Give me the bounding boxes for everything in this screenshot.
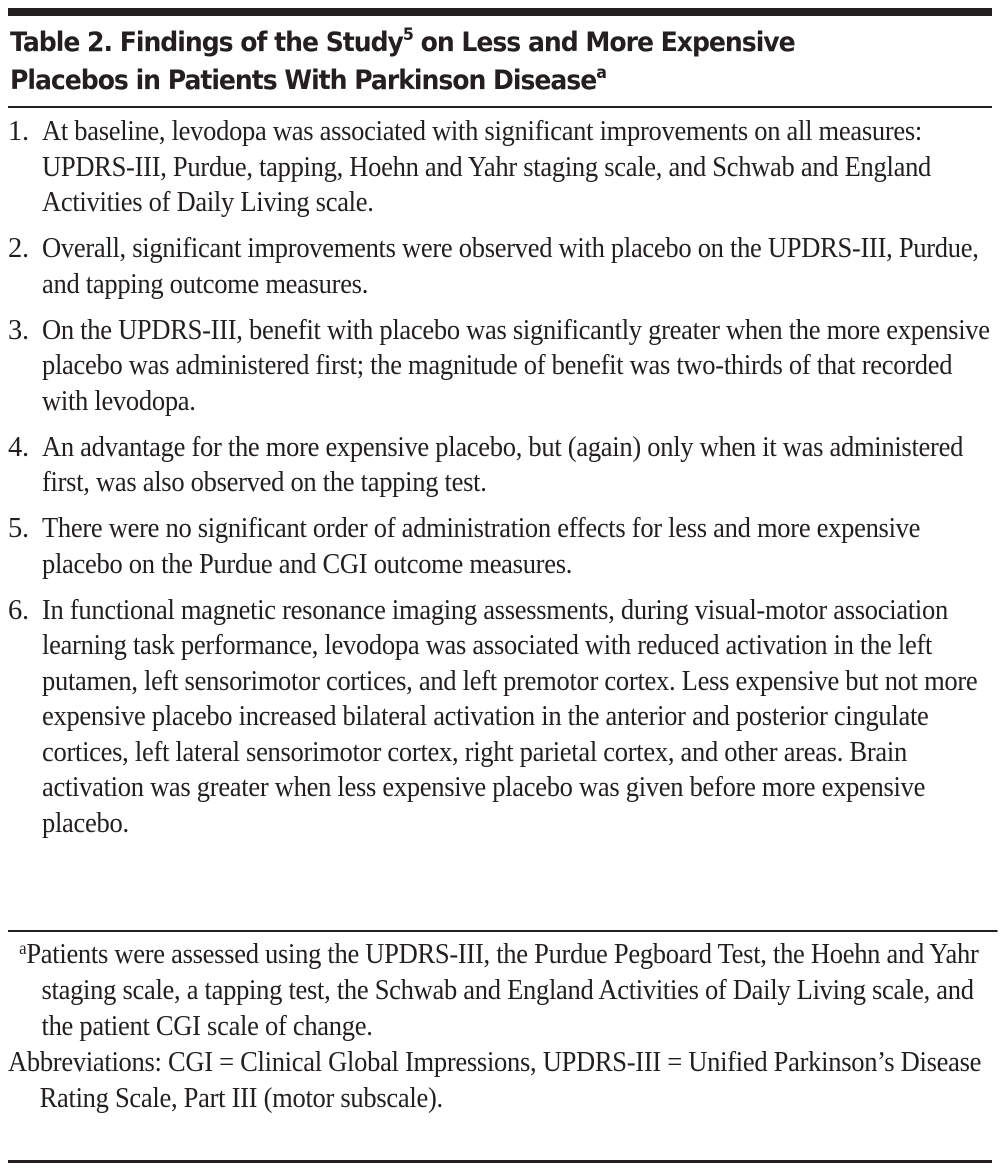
- footnote-a: [8, 937, 999, 1045]
- title-line-2: Placebos in Patients With Parkinson Disease: [10, 65, 597, 96]
- finding-number: 5.: [8, 513, 29, 544]
- table-title-line-2: [10, 62, 925, 100]
- footnote-rule: [8, 930, 998, 932]
- finding-item: [8, 430, 998, 501]
- finding-text: At baseline, levodopa was associated with significant improvements on all measures: UPDRS-III, Purdue, tapping, Hoehn and Yahr staging scale, and Schwab and England Activities of Daily Living scale.: [42, 116, 932, 218]
- top-rule: [8, 8, 992, 16]
- finding-item: [8, 593, 998, 842]
- findings-list: [8, 114, 998, 852]
- title-main: Table 2. Findings of the Study: [10, 27, 403, 58]
- finding-number: 1.: [8, 116, 29, 147]
- finding-text: There were no significant order of administration effects for less and more expensive placebo on the Purdue and CGI outcome measures.: [42, 513, 921, 580]
- footnote-a-text: Patients were assessed using the UPDRS-III, the Purdue Pegboard Test, the Hoehn and Yahr staging scale, a tapping test, the Schwab and England Activities of Daily Living scale, and the patient CGI scale of change.: [26, 939, 979, 1042]
- table-footnotes: [8, 937, 998, 1117]
- title-rest: on Less and More Expensive: [412, 27, 795, 58]
- table-title-line-1: [10, 24, 925, 62]
- finding-item: [8, 114, 998, 221]
- footnote-a-marker: a: [19, 938, 27, 958]
- table-title: [10, 24, 925, 100]
- finding-text: Overall, significant improvements were observed with placebo on the UPDRS-III, Purdue, and tapping outcome measures.: [42, 233, 979, 300]
- finding-number: 3.: [8, 314, 29, 346]
- table-2: [8, 0, 992, 1114]
- finding-number: 6.: [8, 594, 29, 626]
- finding-item: [8, 313, 998, 420]
- bottom-rule: [8, 1160, 992, 1163]
- header-rule: [8, 106, 992, 108]
- finding-number: 2.: [8, 233, 29, 264]
- finding-text: In functional magnetic resonance imaging assessments, during visual-motor association learning task performance, levodopa was associated with reduced activation in the left putamen, left sensorimotor cortices, and left premotor cortex. Less expensive but not more expensive placebo increased bilateral activation in the anterior and posterior cingulate cortices, left lateral sensorimotor cortex, right parietal cortex, and other areas. Brain activation was greater when less expensive placebo was given before more expensive placebo.: [42, 594, 978, 839]
- title-footnote-marker: a: [596, 63, 606, 83]
- abbreviations-note: Abbreviations: CGI = Clinical Global Impressions, UPDRS-III = Unified Parkinson’s Disease Rating Scale, Part III (motor subscale).: [8, 1047, 982, 1114]
- finding-item: [8, 511, 998, 582]
- finding-text: An advantage for the more expensive placebo, but (again) only when it was administered first, was also observed on the tapping test.: [42, 431, 964, 498]
- finding-item: [8, 231, 998, 302]
- title-reference-superscript: 5: [402, 25, 413, 45]
- finding-number: 4.: [8, 431, 29, 463]
- finding-text: On the UPDRS-III, benefit with placebo was significantly greater when the more expensive placebo was administered first; the magnitude of benefit was two-thirds of that recorded with levodopa.: [42, 314, 990, 417]
